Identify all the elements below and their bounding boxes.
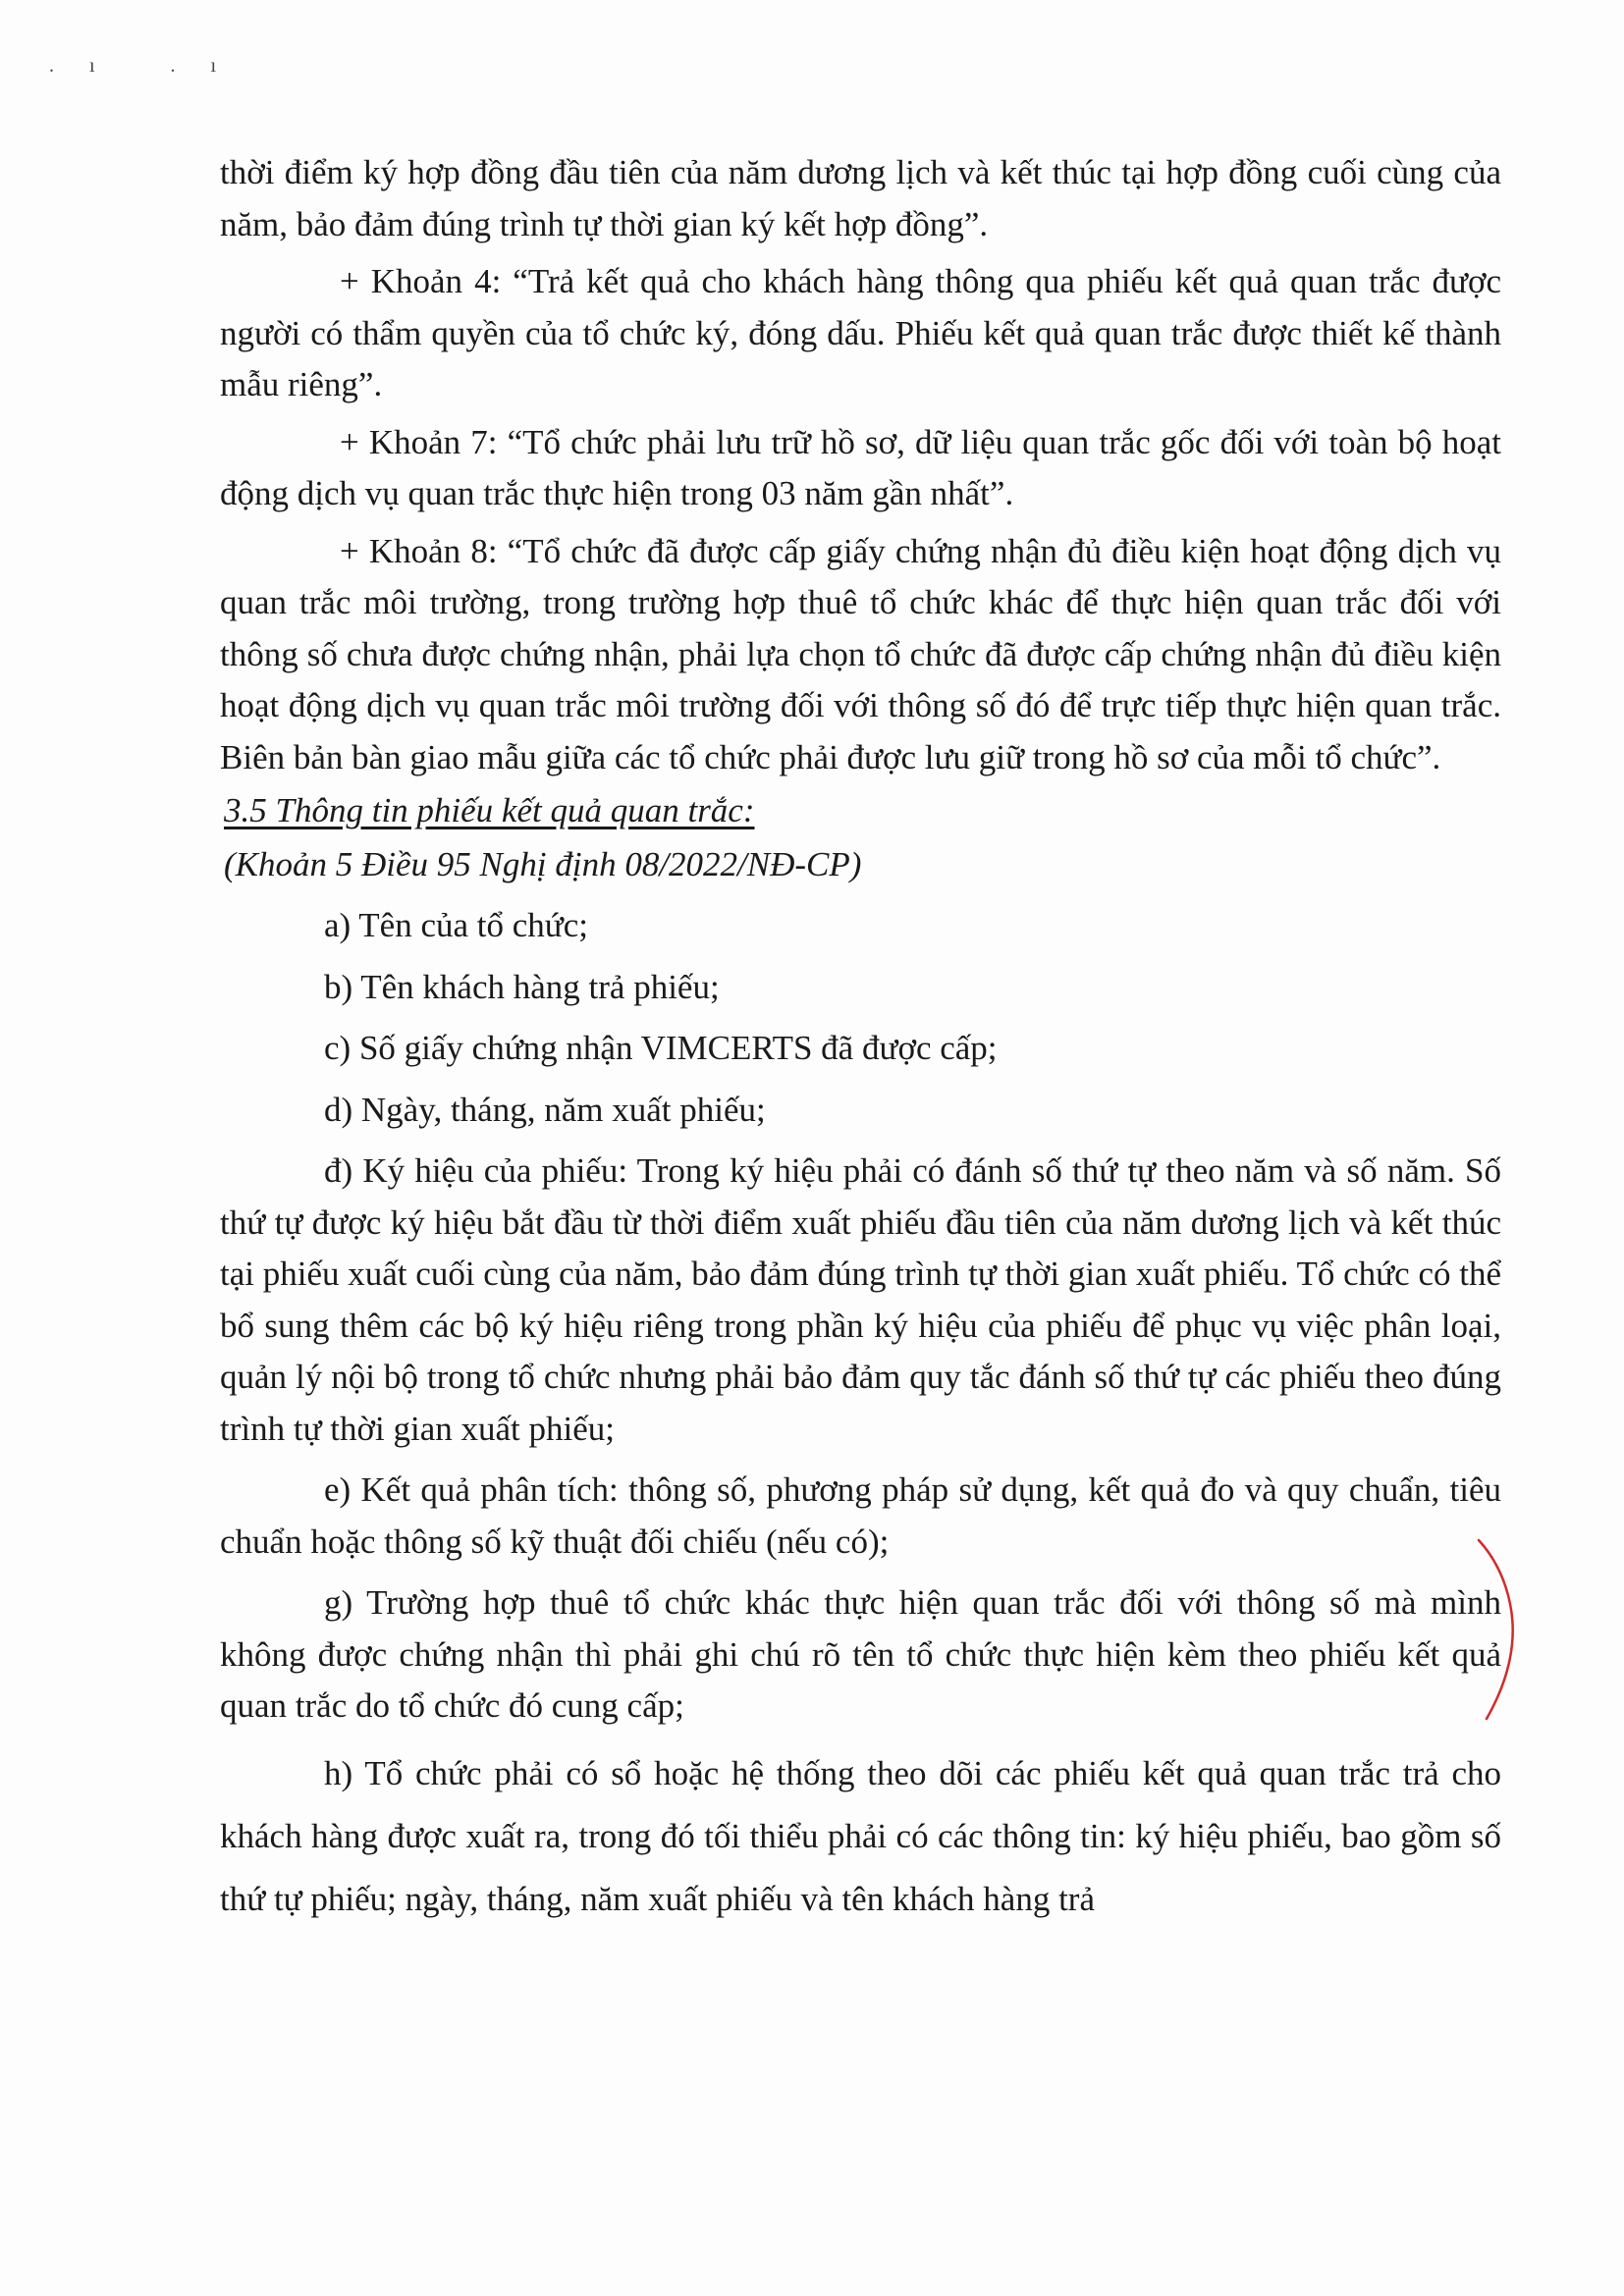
list-item-g: g) Trường hợp thuê tổ chức khác thực hiện quan trắc đối với thông số mà mình không được chứng nhận thì phải ghi chú rõ tên tổ chức thực hiện kèm theo phiếu kết quả quan trắc do tổ chức đó cung cấp; <box>220 1583 1501 1725</box>
section-heading: 3.5 Thông tin phiếu kết quả quan trắc: <box>224 791 755 829</box>
list-item-e: e) Kết quả phân tích: thông số, phương pháp sử dụng, kết quả đo và quy chuẩn, tiêu chuẩn hoặc thông số kỹ thuật đối chiếu (nếu có); <box>220 1470 1501 1561</box>
paragraph-continuation: thời điểm ký hợp đồng đầu tiên của năm dương lịch và kết thúc tại hợp đồng cuối cùng của năm, bảo đảm đúng trình tự thời gian ký kết hợp đồng”. <box>220 153 1501 243</box>
red-pen-mark <box>1473 1536 1532 1723</box>
list-item-a: a) Tên của tổ chức; <box>324 906 589 944</box>
section-citation: (Khoản 5 Điều 95 Nghị định 08/2022/NĐ-CP) <box>224 844 862 883</box>
paragraph-khoan-7: + Khoản 7: “Tổ chức phải lưu trữ hồ sơ, dữ liệu quan trắc gốc đối với toàn bộ hoạt động dịch vụ quan trắc thực hiện trong 03 năm gần nhất”. <box>220 422 1501 512</box>
paragraph-khoan-4: + Khoản 4: “Trả kết quả cho khách hàng thông qua phiếu kết quả quan trắc được người có thẩm quyền của tổ chức ký, đóng dấu. Phiếu kết quả quan trắc được thiết kế thành mẫu riêng”. <box>220 262 1501 403</box>
paragraph-khoan-8: + Khoản 8: “Tổ chức đã được cấp giấy chứng nhận đủ điều kiện hoạt động dịch vụ quan trắc môi trường, trong trường hợp thuê tổ chức khác để thực hiện quan trắc đối với thông số chưa được chứng nhận, phải lựa chọn tổ chức đã được cấp chứng nhận đủ điều kiện hoạt động dịch vụ quan trắc môi trường đối với thông số đó để trực tiếp thực hiện quan trắc. Biên bản bàn giao mẫu giữa các tổ chức phải được lưu giữ trong hồ sơ của mỗi tổ chức”. <box>220 531 1501 776</box>
list-item-dd: đ) Ký hiệu của phiếu: Trong ký hiệu phải có đánh số thứ tự theo năm và số năm. Số thứ tự được ký hiệu bắt đầu từ thời điểm xuất phiếu đầu tiên của năm dương lịch và kết thúc tại phiếu xuất cuối cùng của năm, bảo đảm đúng trình tự thời gian xuất phiếu. Tổ chức có thể bổ sung thêm các bộ ký hiệu riêng trong phần ký hiệu của phiếu để phục vụ việc phân loại, quản lý nội bộ trong tổ chức nhưng phải bảo đảm quy tắc đánh số thứ tự các phiếu theo đúng trình tự thời gian xuất phiếu; <box>220 1151 1501 1448</box>
list-item-c: c) Số giấy chứng nhận VIMCERTS đã được cấp; <box>324 1029 998 1067</box>
list-item-h: h) Tổ chức phải có sổ hoặc hệ thống theo dõi các phiếu kết quả quan trắc trả cho khách hàng được xuất ra, trong đó tối thiểu phải có các thông tin: ký hiệu phiếu, bao gồm số thứ tự phiếu; ngày, tháng, năm xuất phiếu và tên khách hàng trả <box>220 1753 1501 1918</box>
list-item-d: d) Ngày, tháng, năm xuất phiếu; <box>324 1090 766 1129</box>
document-body <box>220 147 1501 1931</box>
scan-corner-marks: .ı .ı <box>49 55 252 77</box>
list-item-b: b) Tên khách hàng trả phiếu; <box>324 967 720 1006</box>
